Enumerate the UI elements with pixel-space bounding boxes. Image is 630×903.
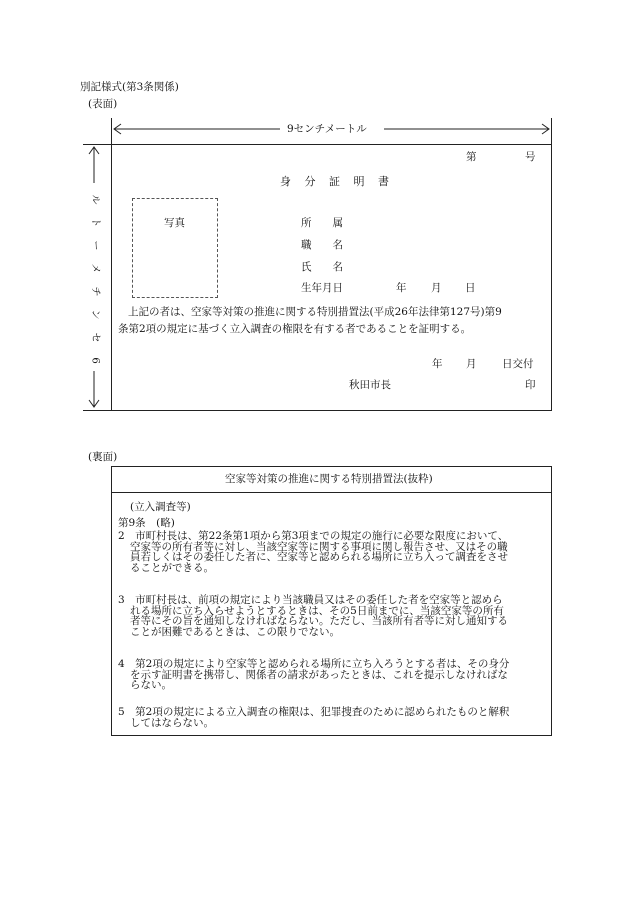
width-guide-right-tick [551,118,552,144]
law-header-divider [111,492,552,493]
card-title: 身 分 証 明 書 [280,175,394,188]
statement-line-2: 条第2項の規定に基づく立入調査の権限を有する者であることを証明する。 [118,323,472,335]
issue-day: 日交付 [502,358,534,370]
form-title: 別記様式(第3条関係) [80,81,179,93]
height-label [88,188,102,372]
field-position: 職 名 [301,239,343,251]
law-line: らない。 [130,679,172,691]
photo-placeholder [132,198,218,298]
law-line: ことが困難であるときは、この限りでない。 [130,625,340,638]
height-label-char: 6 [89,357,101,364]
issue-month: 月 [466,358,477,370]
law-line: 5 第2項の規定による立入調査の権限は、犯罪捜査のために認められたものと解釈 [118,706,510,718]
law-line: れる場所に立ち入らせようとするときは、その5日前までに、当該空家等の所有 [130,604,504,617]
height-label-char: ト [89,217,101,228]
birth-year: 年 [396,282,407,294]
law-line: 者等にその旨を通知しなければならない。ただし、当該所有者等に対し通知する [130,615,508,627]
height-label-char: チ [89,286,101,297]
law-line: ることができる。 [130,561,214,574]
width-label: 9センチメートル [287,123,367,135]
issue-year: 年 [432,358,443,370]
seal-mark: 印 [525,379,536,391]
law-line: 3 市町村長は、前項の規定により当該職員又はその委任した者を空家等と認めら [118,594,503,606]
law-paragraph-2 [118,531,508,573]
height-guide-bottom-tick [83,410,111,411]
height-label-char: ル [89,194,101,205]
field-name: 氏 名 [301,261,343,273]
law-line: 4 第2項の規定により空家等と認められる場所に立ち入ろうとする者は、その身分 [118,658,510,670]
issuer: 秋田市長 [349,379,391,391]
law-line: 員若しくはその委任した者に、空家等と認められる場所に立ち入って調査をさせ [130,551,508,563]
field-birthdate: 生年月日 [301,282,343,294]
law-paragraph-5 [118,707,509,728]
statement-line-1: 上記の者は、空家等対策の推進に関する特別措置法(平成26年法律第127号)第9 [128,306,502,318]
law-line: を示す証明書を携帯し、関係者の請求があったときは、これを提示しなければな [130,668,508,681]
law-line: 空家等の所有者等に対し、当該空家等に関する事項に関し報告させ、又はその職 [130,540,508,553]
law-paragraph-3 [118,595,508,637]
height-label-char: メ [89,263,101,274]
birth-month: 月 [431,282,442,294]
photo-label: 写真 [164,217,185,229]
law-line: 2 市町村長は、第22条第1項から第3項までの規定の施行に必要な限度において、 [118,530,509,542]
field-affiliation: 所 属 [301,217,343,229]
height-label-char: セ [89,332,101,343]
height-label-char: ー [89,240,101,251]
law-caption: (立入調査等) [130,501,191,513]
law-article: 第9条 (略) [118,517,175,529]
birth-day: 日 [465,282,476,294]
certificate-number-suffix: 号 [525,151,536,163]
height-label-char: ン [89,309,101,320]
law-line: してはならない。 [130,716,214,729]
front-side-label: (表面) [88,98,118,110]
law-title: 空家等対策の推進に関する特別措置法(抜粋) [225,473,433,485]
certificate-number-prefix: 第 [466,151,477,163]
law-paragraph-4 [118,659,509,691]
back-side-label: (裏面) [88,451,118,463]
